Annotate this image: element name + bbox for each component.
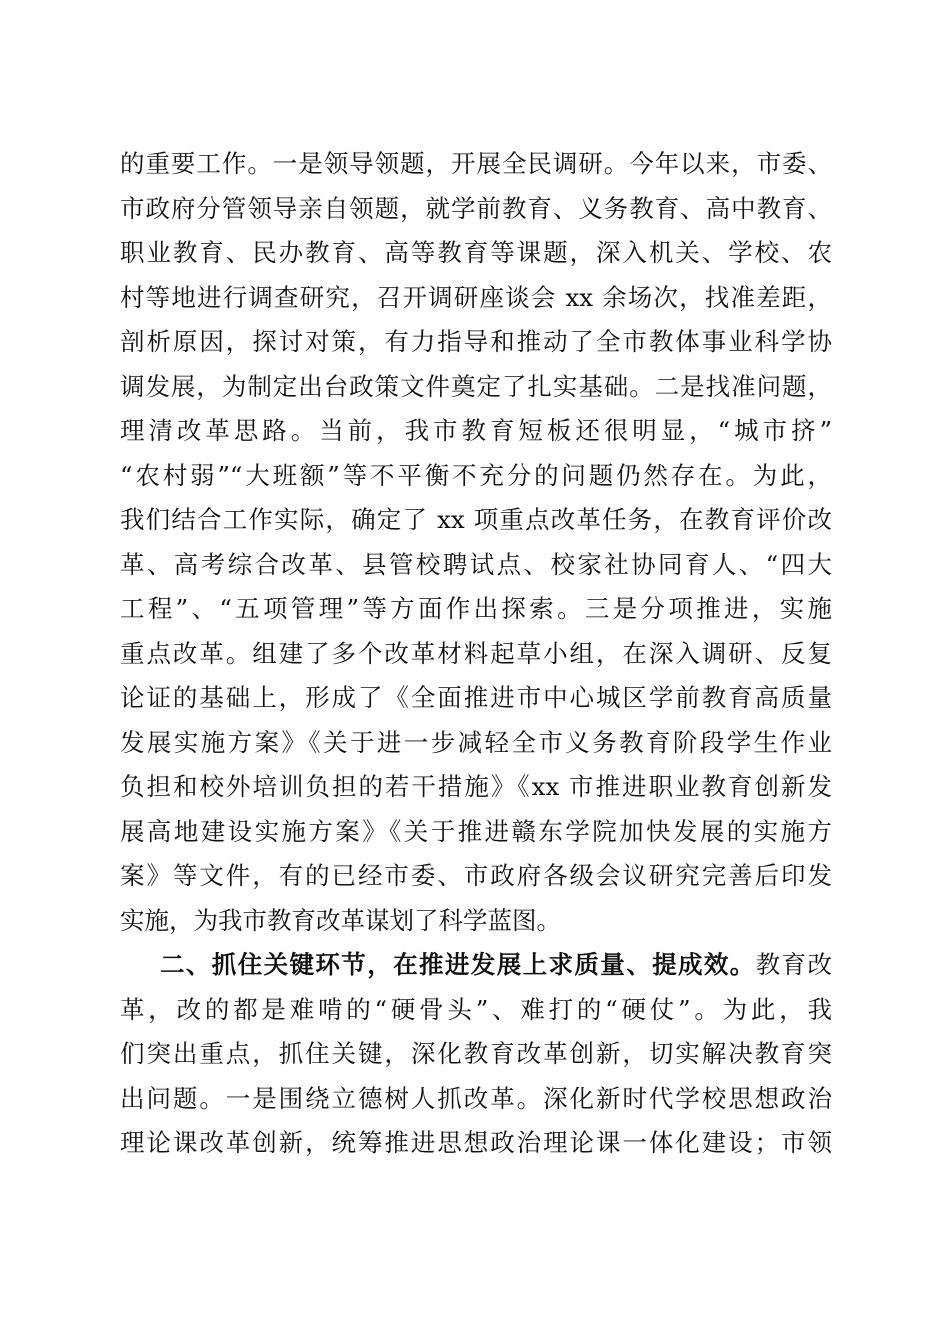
- text-line: 理论课改革创新，统筹推进思想政治理论课一体化建设；市领: [120, 1128, 832, 1157]
- text-line: 我们结合工作实际，确定了 xx 项重点改革任务，在教育评价改: [120, 505, 832, 534]
- text-line: 出问题。一是围绕立德树人抓改革。深化新时代学校思想政治: [120, 1083, 832, 1113]
- text-line: 们突出重点，抓住关键，深化教育改革创新，切实解决教育突: [120, 1039, 832, 1068]
- text-line: 革、高考综合改革、县管校聘试点、校家社协同育人、“四大: [120, 549, 832, 579]
- section-heading-line: [120, 943, 832, 988]
- text-line: 展高地建设实施方案》《关于推进赣东学院加快发展的实施方: [120, 816, 832, 846]
- text-line: 理清改革思路。当前，我市教育短板还很明显，“城市挤”: [120, 416, 832, 445]
- text-line: “农村弱”“大班额”等不平衡不充分的问题仍然存在。为此，: [120, 460, 832, 490]
- text-line: 调发展，为制定出台政策文件奠定了扎实基础。二是找准问题，: [120, 371, 832, 401]
- text-line: 剖析原因，探讨对策，有力指导和推动了全市教体事业科学协: [120, 327, 832, 356]
- text-line: 村等地进行调查研究，召开调研座谈会 xx 余场次，找准差距，: [120, 282, 832, 312]
- text-line: 负担和校外培训负担的若干措施》《xx 市推进职业教育创新发: [120, 772, 832, 801]
- text-line: 案》等文件，有的已经市委、市政府各级会议研究完善后印发: [120, 861, 832, 890]
- text-line: 市政府分管领导亲自领题，就学前教育、义务教育、高中教育、: [120, 193, 832, 223]
- text-line: 实施，为我市教育改革谋划了科学蓝图。: [120, 905, 561, 935]
- text-line: 重点改革。组建了多个改革材料起草小组，在深入调研、反复: [120, 638, 832, 668]
- section-heading: 二、抓住关键环节，在推进发展上求质量、提成效。: [160, 950, 756, 979]
- text-line: 的重要工作。一是领导领题，开展全民调研。今年以来，市委、: [120, 149, 832, 178]
- text-line: 革，改的都是难啃的“硬骨头”、难打的“硬仗”。为此，我: [120, 994, 832, 1024]
- section-heading-tail: 教育改: [755, 950, 833, 979]
- text-line: 论证的基础上，形成了《全面推进市中心城区学前教育高质量: [120, 683, 832, 712]
- document-body: [120, 142, 832, 1166]
- text-line: 职业教育、民办教育、高等教育等课题，深入机关、学校、农: [120, 238, 832, 267]
- text-line: 工程”、“五项管理”等方面作出探索。三是分项推进，实施: [120, 594, 832, 623]
- text-line: 发展实施方案》《关于进一步减轻全市义务教育阶段学生作业: [120, 727, 832, 757]
